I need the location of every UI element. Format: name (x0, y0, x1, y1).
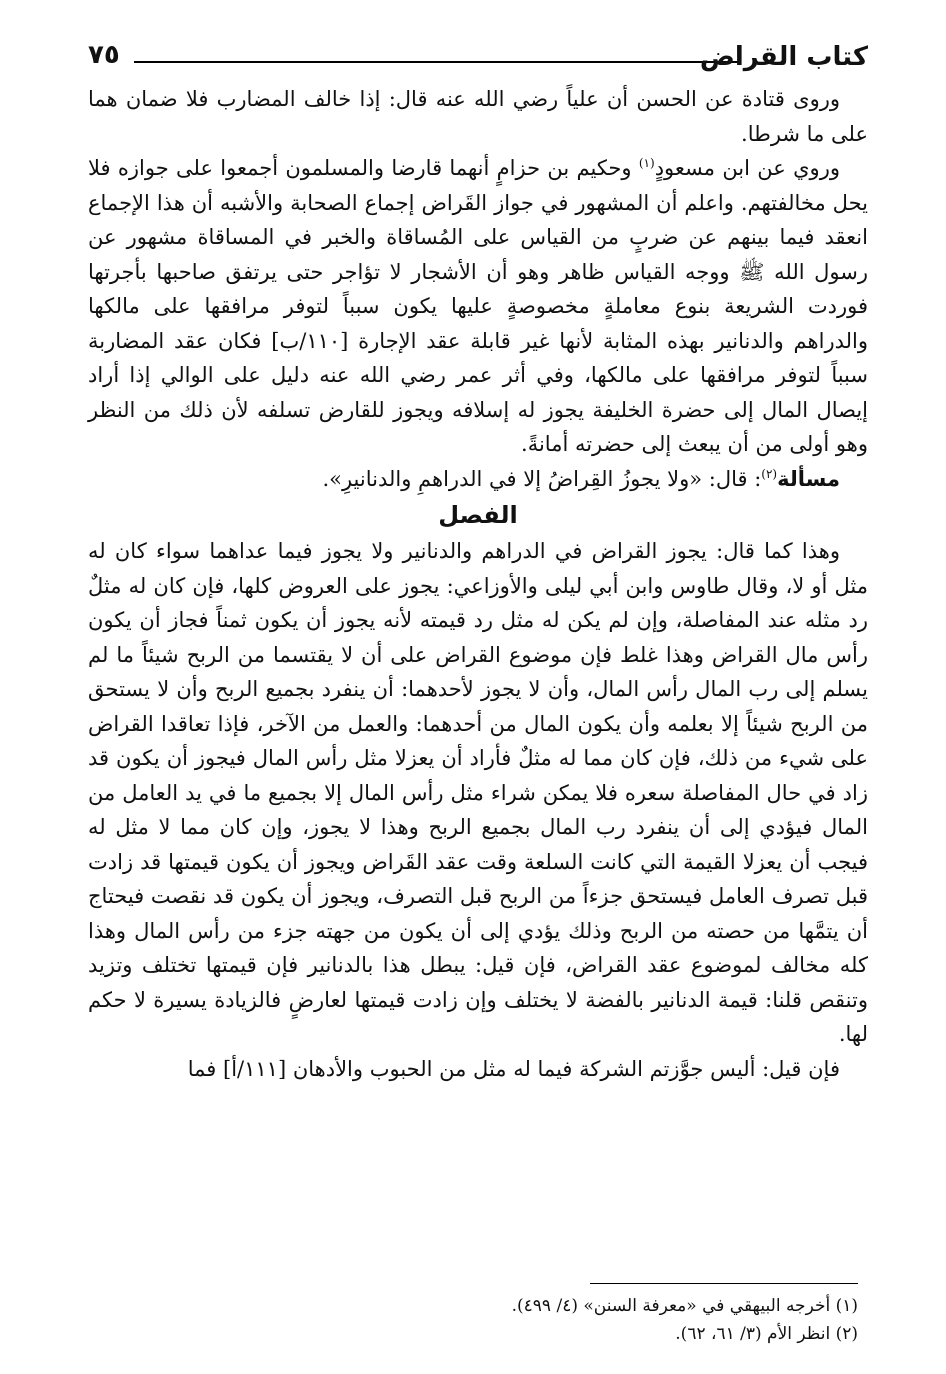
footnote-2: (٢) انظر الأم (٣/ ٦١، ٦٢). (675, 1324, 858, 1344)
paragraph-2-rest: وحكيم بن حزامٍ أنهما قارضا والمسلمون أجمعوا على جوازه فلا يحل مخالفتهم. واعلم أن المشهور في جواز القَراض إجماع الصحابة والأشبه أن هذا الإجماع انعقد فيما بينهم عن ضربٍ من القياس على المُساقاة والخبر في المساقاة مشهور عن رسول الله ﷺ ووجه القياس ظاهر وهو أن الأشجار لا تؤاجر حتى يرتفق صاحبها بأجرتها فوردت الشريعة بنوع معاملةٍ مخصوصةٍ عليها يكون سبباً لتوفر مرافقها على مالكها والدراهم والدنانير بهذه المثابة لأنها غير قابلة عقد الإجارة [١١٠/ب] فكان عقد المضاربة سبباً لتوفر مرافقها على مالكها، وفي أثر عمر رضي الله عنه دليل على الوالي إذا أراد إيصال المال إلى حضرة الخليفة يجوز له إسلافه ويجوز للقارض تسلفه لأن ذلك من النظر وهو أولى من أن يبعث إلى حضرته أمانةً. (88, 156, 868, 456)
paragraph-1: وروى قتادة عن الحسن أن علياً رضي الله عنه قال: إذا خالف المضارب فلا ضمان هما على ما شرطا. (88, 87, 868, 146)
section-heading: الفصل (438, 501, 518, 529)
main-text (88, 82, 868, 1086)
page-header (88, 40, 868, 80)
paragraph-2 (88, 151, 868, 462)
header-rule (134, 61, 740, 63)
masala-label: مسألة (777, 466, 840, 491)
footnote-ref-2: (٢) (761, 466, 778, 481)
paragraph-3: وهذا كما قال: يجوز القراض في الدراهم والدنانير ولا يجوز فيما عداهما سواء كان له مثل أو لا، وقال طاوس وابن أبي ليلى والأوزاعي: يجوز على العروض كلها، فإن كان له مثلٌ رد مثله عند المفاصلة، وإن لم يكن له مثل رد قيمته لأنه يجوز أن يكون ثمناً فجاز أن يكون رأس مال القراض وهذا غلط فإن موضوع القراض على أن لا يقتسما من الربح شيئاً ما لم يسلم إلى رب المال رأس المال، وأن لا يجوز لأحدهما: أن ينفرد بجميع الربح وأن لا يستحق من الربح شيئاً إلا بعلمه وأن يكون المال من أحدهما: والعمل من الآخر، فإذا تعاقدا القراض على شيء من ذلك، فإن كان مما له مثلٌ فأراد أن يعزلا مثل رأس المال فيجوز أن يكون قد زاد في حال المفاصلة سعره فلا يمكن شراء مثل رأس المال إلا بجميع ما في يد العامل من المال فيؤدي إلى أن ينفرد رب المال بجميع الربح وهذا لا يجوز، وإن كان مما لا مثل له فيجب أن يعزلا القيمة التي كانت السلعة وقت عقد القَراض ويجوز أن يكون قيمتها قد زادت قبل تصرف العامل فيستحق جزءاً من الربح قبل التصرف، ويجوز أن يكون قد نقصت فيحتاج أن يتمَّها من حصته من الربح وذلك يؤدي إلى أن يكون من جهته جزء من رأس المال وهذا كله مخالف لموضوع عقد القراض، فإن قيل: يبطل هذا بالدنانير فإن قيمتها تختلف وتزيد وتنقص قلنا: قيمة الدنانير بالفضة لا يختلف وإن زادت قيمتها لعارضٍ فالزيادة يسيرة لا حكم لها. (88, 539, 868, 1046)
footnote-rule (590, 1283, 858, 1284)
page-number: ٧٥ (88, 40, 120, 70)
paragraph-4: فإن قيل: أليس جوَّزتم الشركة فيما له مثل من الحبوب والأدهان [١١١/أ] فما (187, 1056, 840, 1081)
footnote-ref-1: (١) (638, 156, 655, 170)
masala-line (88, 462, 868, 497)
footnote-1: (١) أخرجه البيهقي في «معرفة السنن» (٤/ ٤٩٩). (511, 1296, 858, 1316)
masala-text: : قال: «ولا يجوزُ القِراضُ إلا في الدراهمِ والدنانيرِ». (322, 466, 762, 491)
running-title: كتاب القراض (699, 42, 868, 72)
footnotes (258, 1292, 858, 1348)
paragraph-2-start: وروي عن ابن مسعودٍ (654, 156, 840, 180)
